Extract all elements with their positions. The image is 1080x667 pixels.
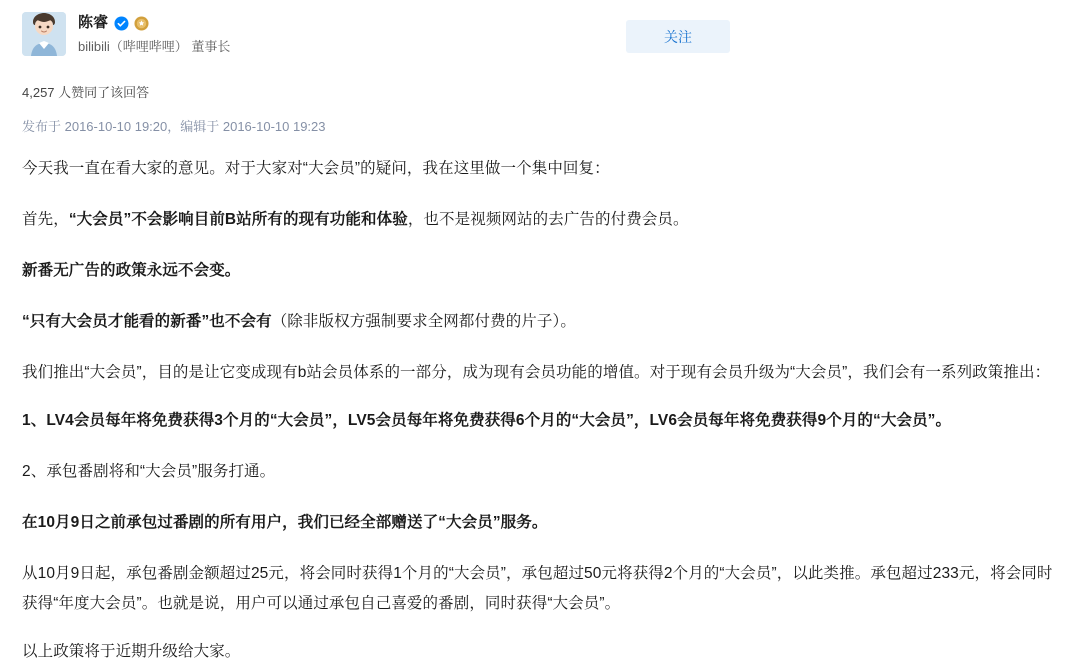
author-meta bbox=[78, 12, 230, 56]
user-avatar-icon bbox=[22, 12, 66, 56]
paragraph: 以上政策将于近期升级给大家。 bbox=[22, 643, 241, 660]
avatar[interactable] bbox=[22, 12, 66, 56]
author-header bbox=[22, 12, 1058, 64]
paragraph bbox=[22, 307, 1058, 337]
timestamp: 发布于 2016-10-10 19:20，编辑于 2016-10-10 19:23 bbox=[22, 119, 326, 134]
paragraph: 2、承包番剧将和“大会员”服务打通。 bbox=[22, 463, 276, 480]
paragraph: 1、LV4会员每年将免费获得3个月的“大会员”，LV5会员每年将免费获得6个月的“大会员”，LV6会员每年将免费获得9个月的“大会员”。 bbox=[22, 412, 952, 429]
paragraph-segment: ，也不是视频网站的去广告的付费会员。 bbox=[407, 211, 689, 228]
paragraph: 我们推出“大会员”，目的是让它变成现有b站会员体系的一部分，成为现有会员功能的增值。对于现有会员升级为“大会员”，我们会有一系列政策推出： bbox=[22, 364, 1051, 381]
answer-content bbox=[22, 154, 1058, 667]
paragraph-segment: 首先， bbox=[22, 211, 69, 228]
author-description: bilibili（哔哩哔哩） 董事长 bbox=[78, 39, 231, 54]
paragraph: 在10月9日之前承包过番剧的所有用户，我们已经全部赠送了“大会员”服务。 bbox=[22, 514, 548, 531]
paragraph-segment-bold: “只有大会员才能看的新番”也不会有 bbox=[22, 313, 272, 330]
paragraph-segment-bold: “大会员”不会影响目前B站所有的现有功能和体验 bbox=[68, 211, 408, 228]
author-name[interactable]: 陈睿 bbox=[78, 14, 109, 31]
gold-medal-icon bbox=[134, 16, 149, 31]
follow-button[interactable]: 关注 bbox=[626, 20, 730, 53]
author-name-line bbox=[78, 13, 230, 33]
paragraph-segment: （除非版权方强制要求全网都付费的片子）。 bbox=[271, 313, 576, 330]
voters-count[interactable]: 4,257 人赞同了该回答 bbox=[22, 85, 150, 100]
paragraph: 今天我一直在看大家的意见。对于大家对“大会员”的疑问，我在这里做一个集中回复： bbox=[22, 160, 610, 177]
paragraph bbox=[22, 205, 1058, 235]
verified-badge-icon bbox=[114, 16, 129, 31]
paragraph: 新番无广告的政策永远不会变。 bbox=[22, 262, 241, 279]
paragraph: 从10月9日起，承包番剧金额超过25元，将会同时获得1个月的“大会员”，承包超过50元将获得2个月的“大会员”，以此类推。承包超过233元，将会同时获得“年度大会员”。也就是说，用户可以通过承包自己喜爱的番剧，同时获得“大会员”。 bbox=[22, 565, 1053, 612]
